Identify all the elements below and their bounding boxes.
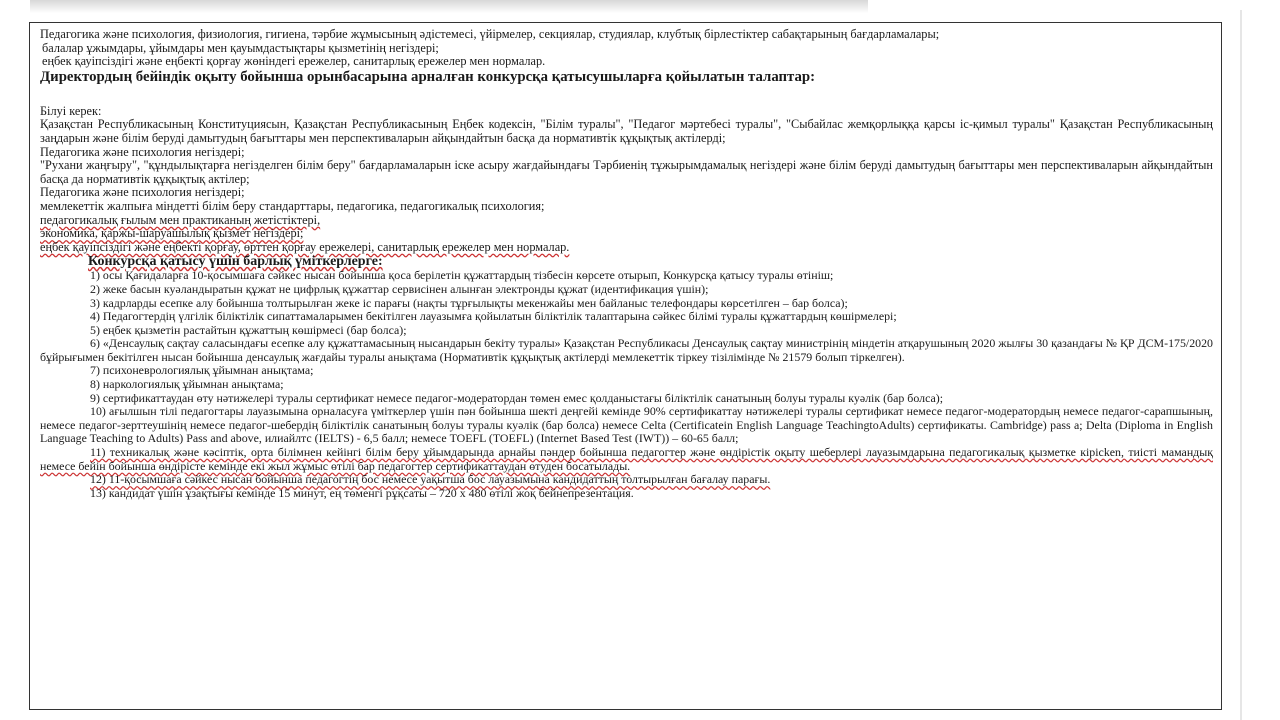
candidate-item: 10) ағылшын тілі педагогтары лауазымына орналасуға үміткерлер үшін пән бойынша шекті деңгейі кемінде 90% сертификаттау нәтижелері туралы сертификат немесе педагог-модератордың немесе педагог-сарапшының, немесе педагог-зерттеушінің немесе педагог-шебердің біліктілік санатының болуы туралы куәлік (бар болса) немесе Celta (Certificatein English Language TeachingtoAdults) сертификаты. Cambridge) pass a; Delta (Diploma in English Language Teaching to Adults) Pass and above, илиайлтс (IELTS) - 6,5 балл; немесе TOEFL (TOEFL) (Internet Based Test (IWT)) – 60-65 балл; [40, 404, 1213, 446]
spacer [40, 86, 1213, 105]
candidate-item: 11) техникалық және кәсіптік, орта білімнен кейінгі білім беру ұйымдарында арнайы пәндер бойынша педагогтер және өндірістік оқыту шеберлері лауазымдарына педагогикалық қызметке кірісken, тиісті мамандық немесе бейін бойынша өндірісте кемінде екі жыл жұмыс өтілі бар педагогтер сертификаттаудан өтуден босатылады. [40, 445, 1213, 473]
intro-line: балалар ұжымдары, ұйымдары мен қауымдастықтары қызметінің негіздері; [42, 40, 439, 55]
section-heading: Директордың бейіндік оқыту бойынша орынбасарына арналған конкурсқа қатысушыларға қойылатын талаптар: [40, 68, 816, 85]
must-know-item: мемлекеттік жалпыға міндетті білім беру стандарттары, педагогика, педагогикалық психология; [40, 198, 545, 213]
must-know-item: Педагогика және психология негіздері; [40, 144, 245, 159]
candidate-item: 5) еңбек қызметін растайтын құжаттың көшірмесі (бар болса); [90, 322, 407, 337]
candidate-item: 6) «Денсаулық сақтау саласындағы есепке алу құжаттамасының нысандарын бекіту туралы» Қазақстан Республикасы Денсаулық сақтау министрінің міндетін атқарушының 2020 жылғы 30 қазандағы № ҚР ДСМ-175/2020 бұйрығымен бекітілген нысан бойынша денсаулық жағдайы туралы анықтама (Нормативтік құқықтық актілерді мемлекеттік тіркеу тізілімінде № 21579 болып тіркелген). [40, 336, 1213, 364]
must-know-item: еңбек қауіпсіздігі және еңбекті қорғау, өрттен қорғау ережелері, санитарлық ережелер мен нормалар. [40, 239, 570, 254]
must-know-item: экономика, қаржы-шаруашылық қызмет негіздері; [40, 226, 304, 241]
candidate-item: 8) наркологиялық ұйымнан анықтама; [90, 377, 284, 392]
must-know-label: Білуі керек: [40, 103, 102, 118]
page-right-edge [1240, 10, 1242, 720]
candidate-item: 2) жеке басын куәландыратын құжат не цифрлық құжаттар сервисінен алынған электронды құжат (идентификация үшін); [90, 281, 709, 296]
must-know-item: "Рухани жаңғыру", "құндылықтарға негізделген білім беру" бағдарламаларын іске асыру жағдайындағы Тәрбиенің тұжырымдамалық негіздері және білім беруді дамытудың бағыттары мен перспективаларын айқындайтын басқа да нормативтік құқықтық актілер; [40, 158, 1213, 186]
intro-line: Педагогика және психология, физиология, гигиена, тәрбие жұмысының әдістемесі, үйірмелер, секциялар, студиялар, клубтық бірлестіктер сабақтарының бағдарламалары; [40, 27, 940, 41]
candidate-item: 7) психоневрологиялық ұйымнан анықтама; [90, 363, 314, 378]
candidate-item: 13) кандидат үшін ұзақтығы кемінде 15 минут, ең төменгі рұқсаты – 720 х 480 өтілі жоқ бейнепрезентация. [90, 485, 634, 500]
candidate-item: 12) 11-қосымшаға сәйкес нысан бойынша педагогтің бос немесе уақытша бос лауазымына кандидаттың толтырылған бағалау парағы. [90, 472, 771, 487]
document-frame [29, 22, 1222, 710]
candidate-item: 4) Педагогтердің үлгілік біліктілік сипаттамаларымен бекітілген лауазымға қойылатын біліктілік талаптарына сәйкес білімі туралы құжаттардың көшірмелері; [90, 309, 897, 324]
must-know-item: Қазақстан Республикасының Конституциясын, Қазақстан Республикасының Еңбек кодексін, "Білім туралы", "Педагог мәртебесі туралы", "Сыбайлас жемқорлыққа қарсы іс-қимыл туралы" Қазақстан Республикасының заңдарын және білім беруді дамытудың бағыттары мен перспективаларын айқындайтын басқа да нормативтік құқықтық актілерді; [40, 117, 1213, 145]
page-top-shadow [30, 0, 868, 13]
intro-line: еңбек қауіпсіздігі және еңбекті қорғау жөніндегі ережелер, санитарлық ережелер мен нормалар. [42, 54, 546, 69]
candidate-item: 3) кадрларды есепке алу бойынша толтырылған жеке іс парағы (нақты тұрғылықты мекенжайы мен байланыс телефондары көрсетілген – бар болса); [90, 295, 848, 310]
candidate-item: 1) осы Қағидаларға 10-қосымшаға сәйкес нысан бойынша қоса берілетін құжаттардың тізбесін көрсете отырып, Конкурсқа қатысу туралы өтініш; [90, 268, 834, 283]
must-know-item: педагогикалық ғылым мен практиканың жетістіктері, [40, 212, 321, 227]
candidates-heading: Конкурсқа қатысу үшін барлық үміткерлерге: [88, 254, 383, 270]
candidate-item: 9) сертификаттаудан өту нәтижелері туралы сертификат немесе педагог-модератордан төмен емес қолданыстағы біліктілік санатының болуы туралы куәлік (бар болса); [90, 390, 944, 405]
must-know-item: Педагогика және психология негіздері; [40, 185, 245, 200]
